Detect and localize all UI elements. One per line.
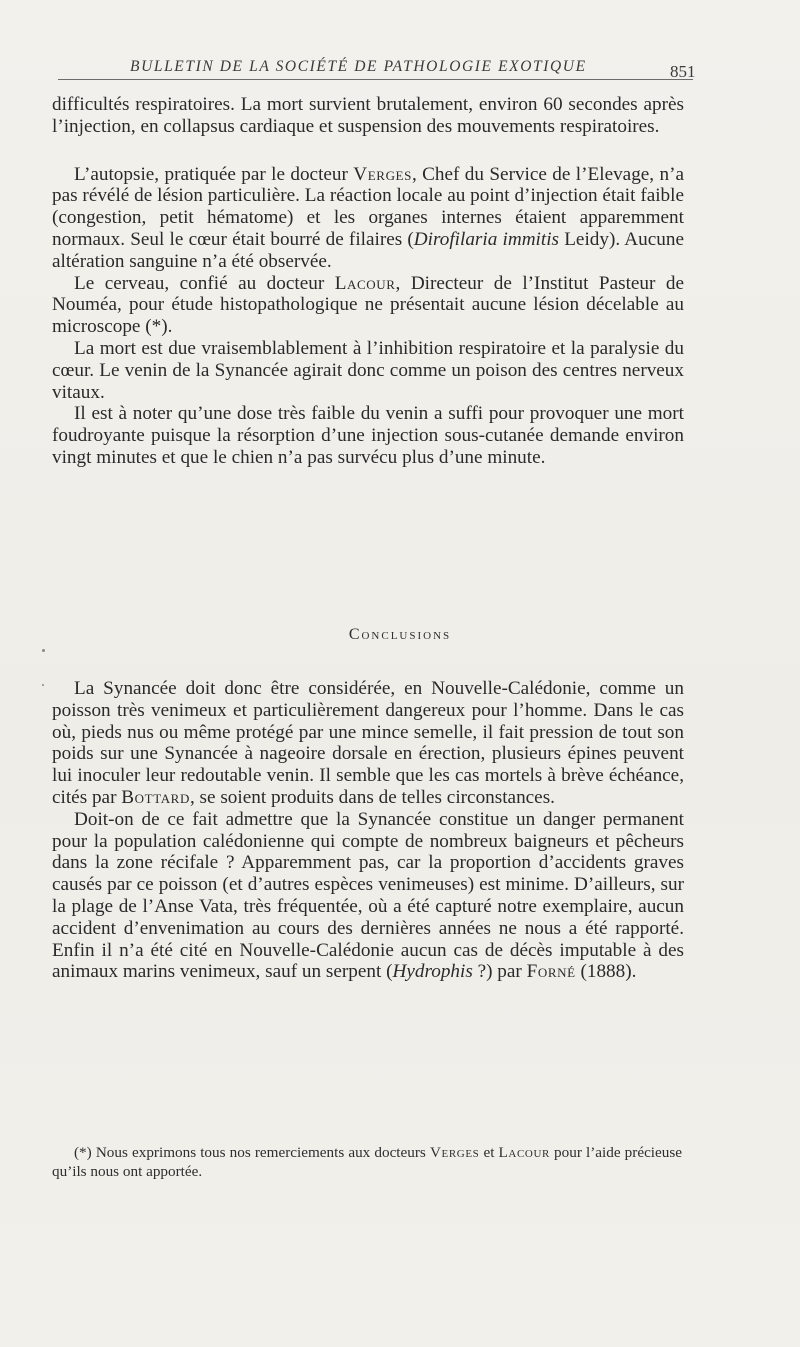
species-name: Dirofilaria immitis [413, 228, 560, 250]
header-rule [58, 79, 693, 80]
autopsy-text-middle: , Chef du Service de l’Elevage, n’a pas révélé de lésion particulière. La réaction locale au point d’injection était faible (congestion, petit hématome) et les organes internes étaient apparemment normaux. Seul le cœur était bourré de filaires ( [52, 163, 684, 250]
brain-text-end: , Directeur de l’Institut Pasteur de Nouméa, pour étude histopathologique ne présentait aucune lésion décelable au microscope (*). [52, 272, 684, 338]
conclusion2-text-middle: ?) par [472, 961, 527, 983]
conclusion1-text-start: La Synancée doit donc être considérée, en Nouvelle-Calédonie, comme un poisson très venimeux et particulièrement dangereux pour l’homme. Dans le cas où, pieds nus ou même protégé par une mince semelle, il fait pression de tout son poids sur une Synancée à nageoire dorsale en érection, plusieurs épines peuvent lui inoculer leur redoutable venin. Il semble que les cas mortels à brève échéance, cités par [52, 678, 684, 808]
footnote [52, 1143, 682, 1181]
autopsy-text-start: L’autopsie, pratiquée par le docteur [74, 163, 354, 185]
paragraph-conclusion-2 [52, 809, 684, 983]
conclusion2-text-start: Doit-on de ce fait admettre que la Synancée constitue un danger permanent pour la population calédonienne qui compte de nombreux baigneurs et pêcheurs dans la zone récifale ? Apparemment pas, car la proportion d’accidents graves causés par ce poisson (et d’autres espèces venimeuses) est minime. D’ailleurs, sur la plage de l’Anse Vata, très fréquentée, où a été capturé notre exemplaire, aucun accident d’envenimation au cours des dernières années ne nous a été rapporté. Enfin il n’a été cité en Nouvelle-Calédonie aucun cas de décès imputable à des animaux marins venimeux, sauf un serpent ( [52, 808, 684, 983]
genus-name: Hydrophis [392, 961, 473, 983]
print-speck [42, 684, 44, 686]
print-speck [42, 649, 45, 652]
conclusion2-text-end: (1888). [575, 961, 637, 983]
author-name-bottard: Bottard [121, 786, 190, 808]
autopsy-text-end: Leidy). Aucune altération sanguine n’a été observée. [52, 228, 684, 272]
paragraph-respiratory: difficultés respiratoires. La mort survient brutalement, environ 60 secondes après l’injection, en collapsus cardiaque et suspension des mouvements respiratoires. [52, 94, 684, 137]
page-number: 851 [670, 62, 696, 81]
body-text-upper [52, 94, 684, 469]
author-name-verges: Verges [353, 163, 412, 185]
footnote-text-middle: et [479, 1144, 499, 1161]
conclusion1-text-end: , se soient produits dans de telles circonstances. [189, 786, 555, 808]
footnote-text-start: (*) Nous exprimons tous nos remerciements aux docteurs [74, 1144, 430, 1161]
brain-text-start: Le cerveau, confié au docteur [74, 272, 335, 294]
footnote-text [52, 1143, 682, 1181]
footnote-text-end: pour l’aide précieuse qu’ils nous ont apportée. [52, 1144, 683, 1180]
section-heading-conclusions: Conclusions [348, 626, 452, 643]
author-name-forne: Forné [526, 961, 576, 983]
paragraph-dose: Il est à noter qu’une dose très faible du venin a suffi pour provoquer une mort foudroyante puisque la résorption d’une injection sous-cutanée demande environ vingt minutes et que le chien n’a pas survécu plus d’une minute. [52, 403, 684, 468]
paragraph-autopsy [52, 164, 684, 273]
running-header [0, 58, 800, 86]
footnote-name-verges: Verges [429, 1144, 480, 1161]
author-name-lacour: Lacour [334, 272, 396, 294]
journal-title: BULLETIN DE LA SOCIÉTÉ DE PATHOLOGIE EXOTIQUE [130, 58, 587, 75]
paragraph-death-cause: La mort est due vraisemblablement à l’inhibition respiratoire et la paralysie du cœur. Le venin de la Synancée agirait donc comme un poison des centres nerveux vitaux. [52, 337, 684, 403]
paragraph-conclusion-1 [52, 678, 684, 809]
paragraph-brain [52, 273, 684, 338]
body-text-conclusions [52, 678, 684, 983]
footnote-name-lacour: Lacour [498, 1144, 550, 1161]
